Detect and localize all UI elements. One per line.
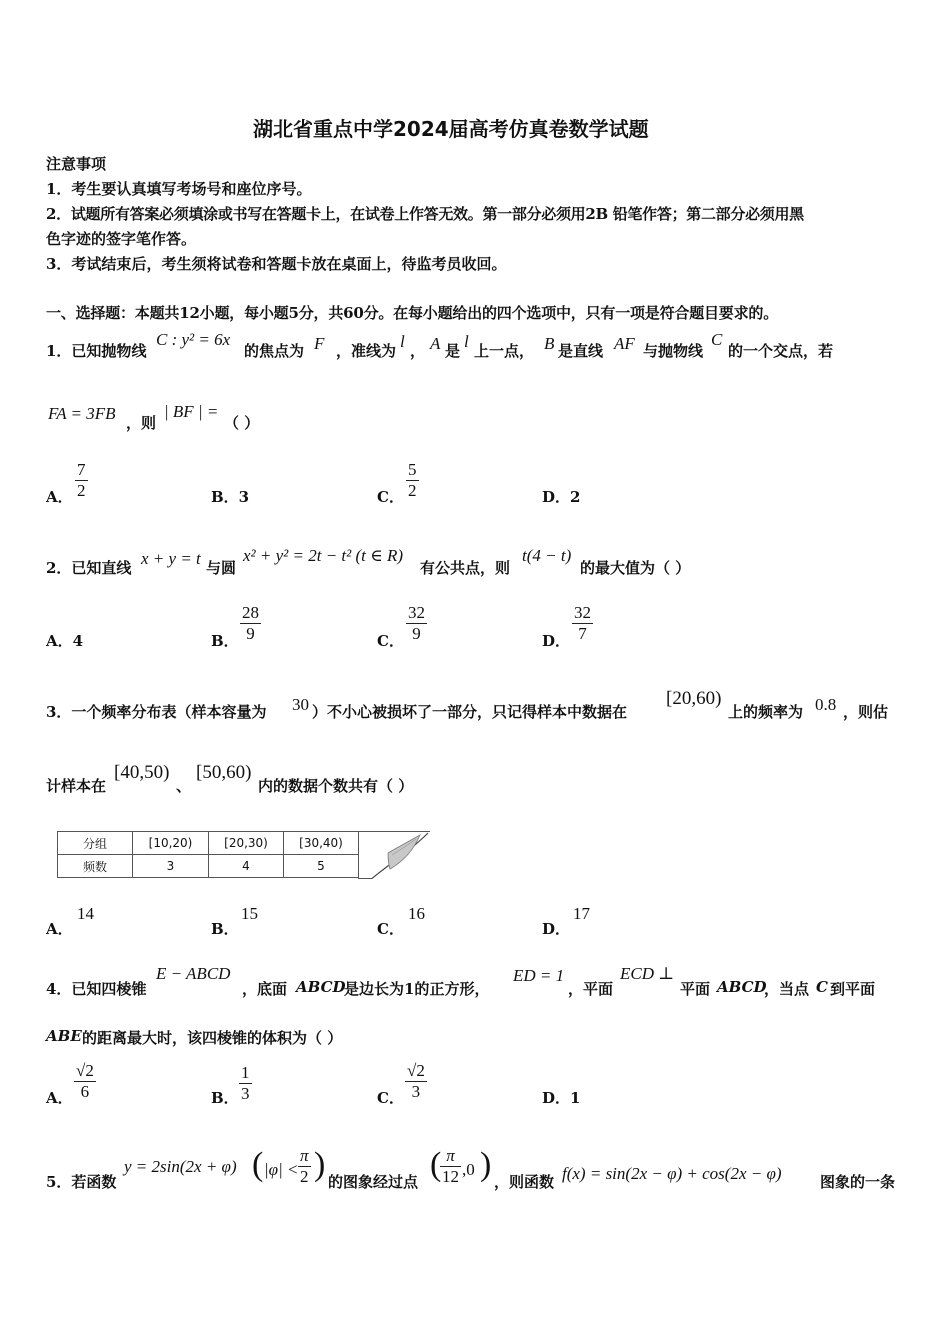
q3-option-b-value: 15 (241, 904, 258, 923)
q5-text: ，则函数 (494, 1173, 555, 1191)
q3-option-d[interactable]: D． (542, 920, 571, 938)
table-cell: 分组 (58, 832, 133, 855)
q2-text: 有公共点，则 (420, 559, 511, 577)
q5-fraction-pi-2: π 2 (300, 1146, 309, 1186)
q1-math-B: B (544, 334, 555, 353)
section-heading: 一、选择题：本题共12小题，每小题5分，共60分。在每小题给出的四个选项中，只有一项是符合题目要求的。 (46, 304, 778, 322)
q3-math-30: 30 (292, 695, 309, 714)
q1-text: ，则 (126, 414, 157, 432)
q4-option-a[interactable]: A． (46, 1089, 73, 1107)
q1-text: ， (410, 342, 426, 360)
q1-text: 的焦点为 (244, 342, 305, 360)
q4-option-d[interactable]: D．1 (542, 1089, 581, 1107)
q2-option-a[interactable]: A．4 (46, 632, 84, 650)
table-cell: [30,40) (284, 832, 359, 855)
q4-text: ，当点 (764, 980, 810, 998)
q3-option-a[interactable]: A． (46, 920, 73, 938)
q1-text: ，准线为 (336, 342, 397, 360)
q1-text: 的一个交点，若 (728, 342, 834, 360)
notice-item-2-cont: 色字迹的签字笔作答。 (46, 230, 197, 248)
q5-math-phi-bound: |φ| < (264, 1160, 299, 1179)
q3-option-c[interactable]: C． (377, 920, 404, 938)
q1-option-a[interactable]: A． (46, 488, 73, 506)
q3-text: 计样本在 (46, 777, 107, 795)
q5-text: 5．若函数 (46, 1173, 117, 1191)
q4-text: 到平面 (830, 980, 876, 998)
q1-option-c-fraction: 5 2 (408, 460, 417, 500)
q1-math-A: A (430, 334, 441, 353)
q3-text: 、 (176, 777, 192, 795)
q1-math-F: F (314, 334, 325, 353)
q1-math-l2: l (464, 332, 469, 351)
table-cell: 5 (284, 855, 359, 878)
q3-text: ）不小心被损坏了一部分，只记得样本中数据在 (312, 703, 628, 721)
notice-item-3: 3．考试结束后，考生须将试卷和答题卡放在桌面上，待监考员收回。 (46, 255, 507, 273)
q3-math-interval-2: [50,60) (196, 762, 252, 783)
table-cell: [10,20) (133, 832, 209, 855)
q2-text: 的最大值为（ ） (580, 559, 691, 577)
q3-option-b[interactable]: B． (211, 920, 239, 938)
q1-text: 1．已知抛物线 (46, 342, 147, 360)
q3-math-interval-1: [40,50) (114, 762, 170, 783)
q1-math-BF: | BF | = (164, 402, 219, 421)
q1-math-l: l (400, 332, 405, 351)
table-cell: 4 (209, 855, 284, 878)
q1-text: 上一点， (474, 342, 535, 360)
q4-option-c[interactable]: C． (377, 1089, 404, 1107)
q4-text: 平面 (680, 980, 711, 998)
table-cell: [20,30) (209, 832, 284, 855)
q5-fraction-pi-12: π 12 (442, 1146, 459, 1186)
frequency-table (57, 831, 359, 878)
q1-text: 与抛物线 (643, 342, 704, 360)
q1-option-a-fraction: 7 2 (77, 460, 86, 500)
q2-math-circle: x² + y² = 2t − t² (t ∈ R) (243, 546, 404, 565)
q2-option-c-fraction: 32 9 (408, 603, 425, 643)
page-title: 湖北省重点中学2024届高考仿真卷数学试题 (253, 117, 649, 141)
q3-option-a-value: 14 (77, 904, 94, 923)
q4-option-b[interactable]: B． (211, 1089, 239, 1107)
notice-item-2: 2．试题所有答案必须填涂或书写在答题卡上，在试卷上作答无效。第一部分必须用2B 铅笔作答；第二部分必须用黑 (46, 205, 804, 223)
q4-text: ，平面 (568, 980, 614, 998)
q3-math-interval: [20,60) (666, 688, 722, 709)
q1-math-AF: AF (614, 334, 635, 353)
q2-text: 与圆 (206, 559, 237, 577)
q1-bracket: （ ） (224, 414, 260, 432)
q3-text: 3．一个频率分布表（样本容量为 (46, 703, 267, 721)
notice-item-1: 1．考生要认真填写考场号和座位序号。 (46, 180, 312, 198)
q4-text: 4．已知四棱锥 (46, 980, 147, 998)
q4-text-abcd: ABCD (717, 978, 767, 996)
table-row (58, 855, 359, 878)
q2-option-c[interactable]: C． (377, 632, 404, 650)
q3-text: 内的数据个数共有（ ） (258, 777, 414, 795)
q1-math-parabola: C : y² = 6x (156, 330, 231, 349)
q3-option-c-value: 16 (408, 904, 425, 923)
q5-paren-open: ( (252, 1146, 264, 1183)
q5-point-open: ( (430, 1146, 442, 1183)
q2-text: 2．已知直线 (46, 559, 132, 577)
q4-text: ，底面 (242, 980, 288, 998)
q3-math-freq: 0.8 (815, 695, 837, 714)
q2-option-b[interactable]: B． (211, 632, 239, 650)
q5-math-function: y = 2sin(2x + φ) (124, 1157, 237, 1176)
q1-math-vector: FA = 3FB (48, 404, 116, 423)
notice-heading: 注意事项 (46, 155, 107, 173)
q2-math-expr: t(4 − t) (522, 546, 572, 565)
q5-point-close: ) (480, 1146, 492, 1183)
torn-corner-graphic (358, 831, 430, 879)
table-cell: 频数 (58, 855, 133, 878)
q1-option-b[interactable]: B．3 (211, 488, 250, 506)
q4-text-abe: ABE (46, 1027, 82, 1045)
q4-option-a-fraction: √2 6 (76, 1061, 94, 1101)
q2-option-d[interactable]: D． (542, 632, 571, 650)
q5-text: 图象的一条 (820, 1173, 896, 1191)
q4-math-pyramid: E − ABCD (156, 964, 231, 983)
q5-math-f: f(x) = sin(2x − φ) + cos(2x − φ) (562, 1164, 782, 1183)
q4-text-abcd: ABCD (296, 978, 346, 996)
q4-text: 的距离最大时，该四棱锥的体积为（ ） (82, 1029, 343, 1047)
table-row (58, 832, 359, 855)
q3-text: 上的频率为 (728, 703, 804, 721)
q1-text: 是 (445, 342, 461, 360)
q4-text-c: C (816, 978, 828, 996)
q2-option-d-fraction: 32 7 (574, 603, 591, 643)
q1-text: 是直线 (558, 342, 604, 360)
q4-math-ED: ED = 1 (513, 966, 565, 985)
table-cell: 3 (133, 855, 209, 878)
q5-text: 的图象经过点 (328, 1173, 419, 1191)
q1-option-c[interactable]: C． (377, 488, 404, 506)
q1-option-d[interactable]: D．2 (542, 488, 581, 506)
q2-math-line: x + y = t (141, 549, 201, 568)
q1-math-C: C (711, 330, 723, 349)
q4-text: 是边长为1的正方形， (344, 980, 490, 998)
q3-option-d-value: 17 (573, 904, 590, 923)
q5-paren-close: ) (314, 1146, 326, 1183)
q2-option-b-fraction: 28 9 (242, 603, 259, 643)
q3-text: ，则估 (843, 703, 889, 721)
q4-math-plane: ECD ⊥ (620, 964, 675, 983)
q4-option-b-fraction: 1 3 (241, 1063, 250, 1103)
q4-option-c-fraction: √2 3 (407, 1061, 425, 1101)
q5-point-zero: ,0 (462, 1160, 475, 1179)
